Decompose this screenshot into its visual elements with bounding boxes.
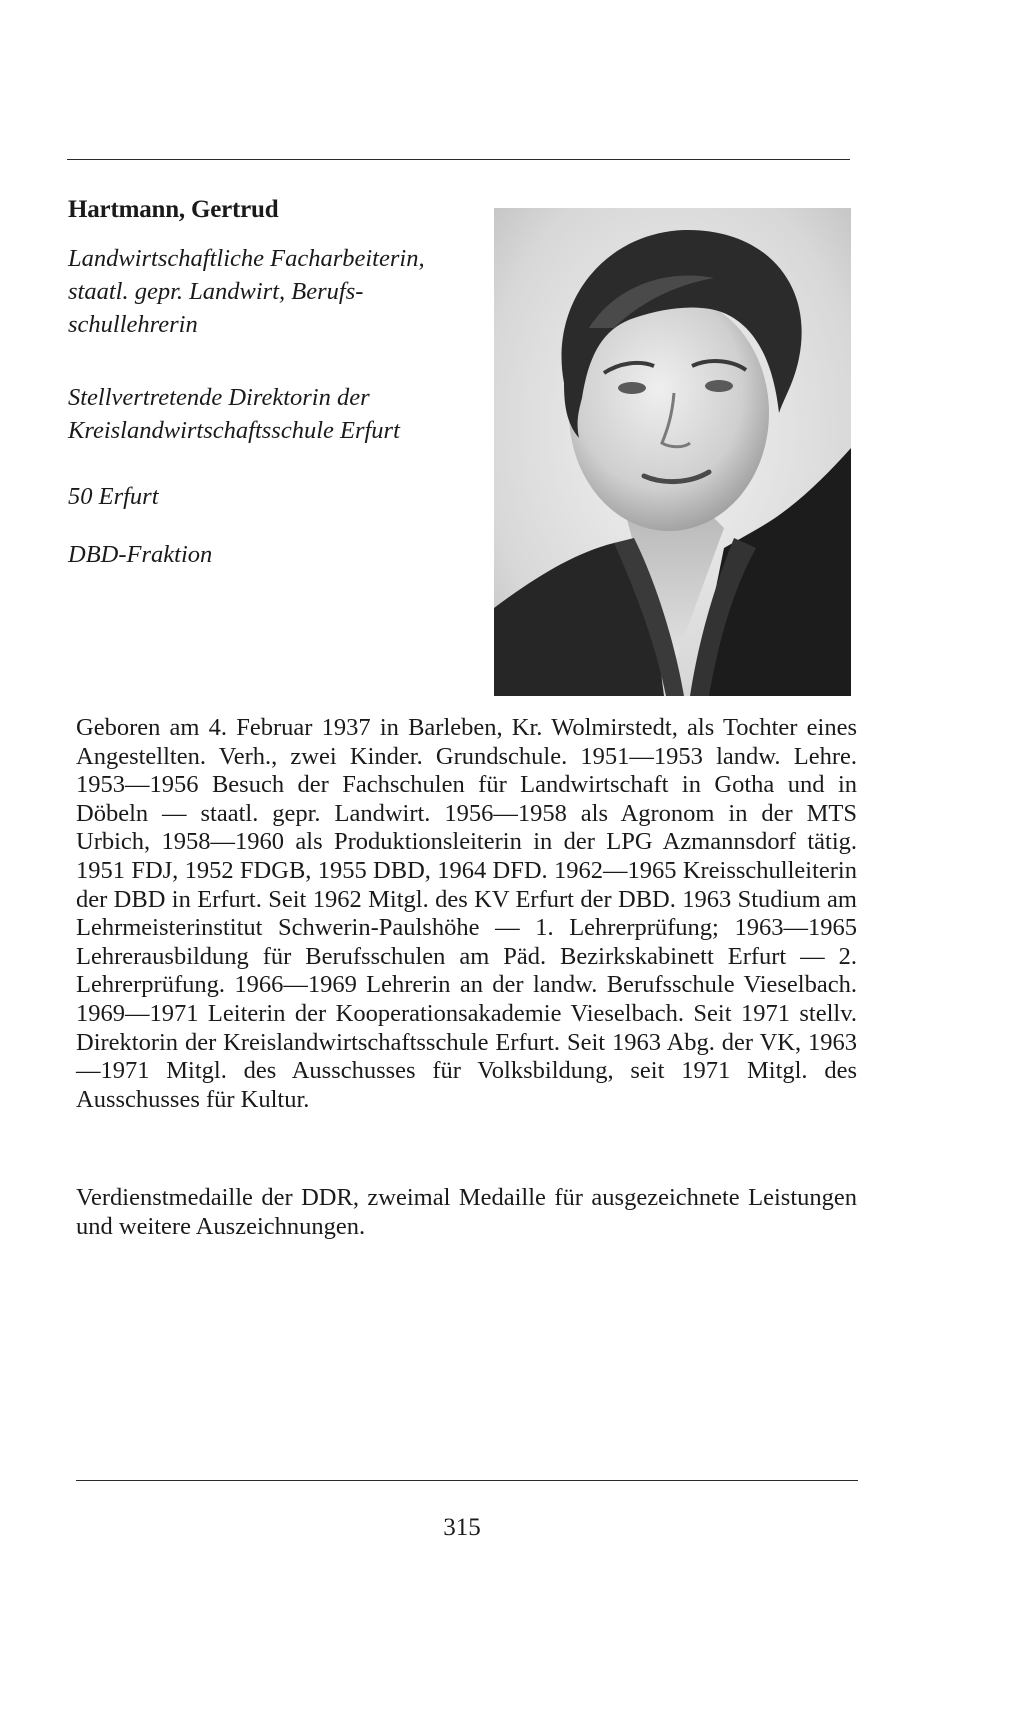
awards-text: Verdienstmedaille der DDR, zweimal Medaille für ausgezeichnete Leistungen und weitere Auszeichnungen. — [76, 1184, 857, 1240]
faction: DBD-Fraktion — [68, 541, 213, 568]
location: 50 Erfurt — [68, 483, 159, 510]
page-number: 315 — [443, 1514, 481, 1541]
bottom-divider — [76, 1480, 858, 1481]
top-divider — [67, 159, 850, 160]
biography-text: Geboren am 4. Februar 1937 in Barleben, Kr. Wolmirstedt, als Tochter eines Angestellten. Verh., zwei Kinder. Grundschule. 1951—1953 landw. Lehre. 1953—1956 Besuch der Fachschulen für Landwirtschaft in Gotha und in Döbeln — staatl. gepr. Landwirt. 1956—1958 als Agronom in der MTS Urbich, 1958—1960 als Produktionsleiterin in der LPG Azmannsdorf tätig. 1951 FDJ, 1952 FDGB, 1955 DBD, 1964 DFD. 1962—1965 Kreisschulleiterin der DBD in Erfurt. Seit 1962 Mitgl. des KV Erfurt der DBD. 1963 Studium am Lehrmeisterinstitut Schwerin-Paulshöhe — 1. Lehrerprüfung; 1963—1965 Lehrerausbildung für Berufsschulen am Päd. Bezirkskabinett Erfurt — 2. Lehrerprüfung. 1966—1969 Lehrerin an der landw. Berufsschule Vieselbach. 1969—1971 Leiterin der Kooperationsakademie Vieselbach. Seit 1971 stellv. Direktorin der Kreislandwirtschaftsschule Erfurt. Seit 1963 Abg. der VK, 1963—1971 Mitgl. des Ausschusses für Volksbildung, seit 1971 Mitgl. des Ausschusses für Kultur. — [76, 714, 857, 1113]
entry-name: Hartmann, Gertrud — [68, 196, 279, 223]
portrait-illustration — [494, 208, 851, 696]
occupation: Landwirtschaftliche Facharbeiterin, staatl. gepr. Landwirt, Berufs- schullehrerin — [68, 245, 425, 338]
position: Stellvertretende Direktorin der Kreislandwirtschaftsschule Erfurt — [68, 384, 400, 444]
portrait-photo — [494, 208, 851, 696]
